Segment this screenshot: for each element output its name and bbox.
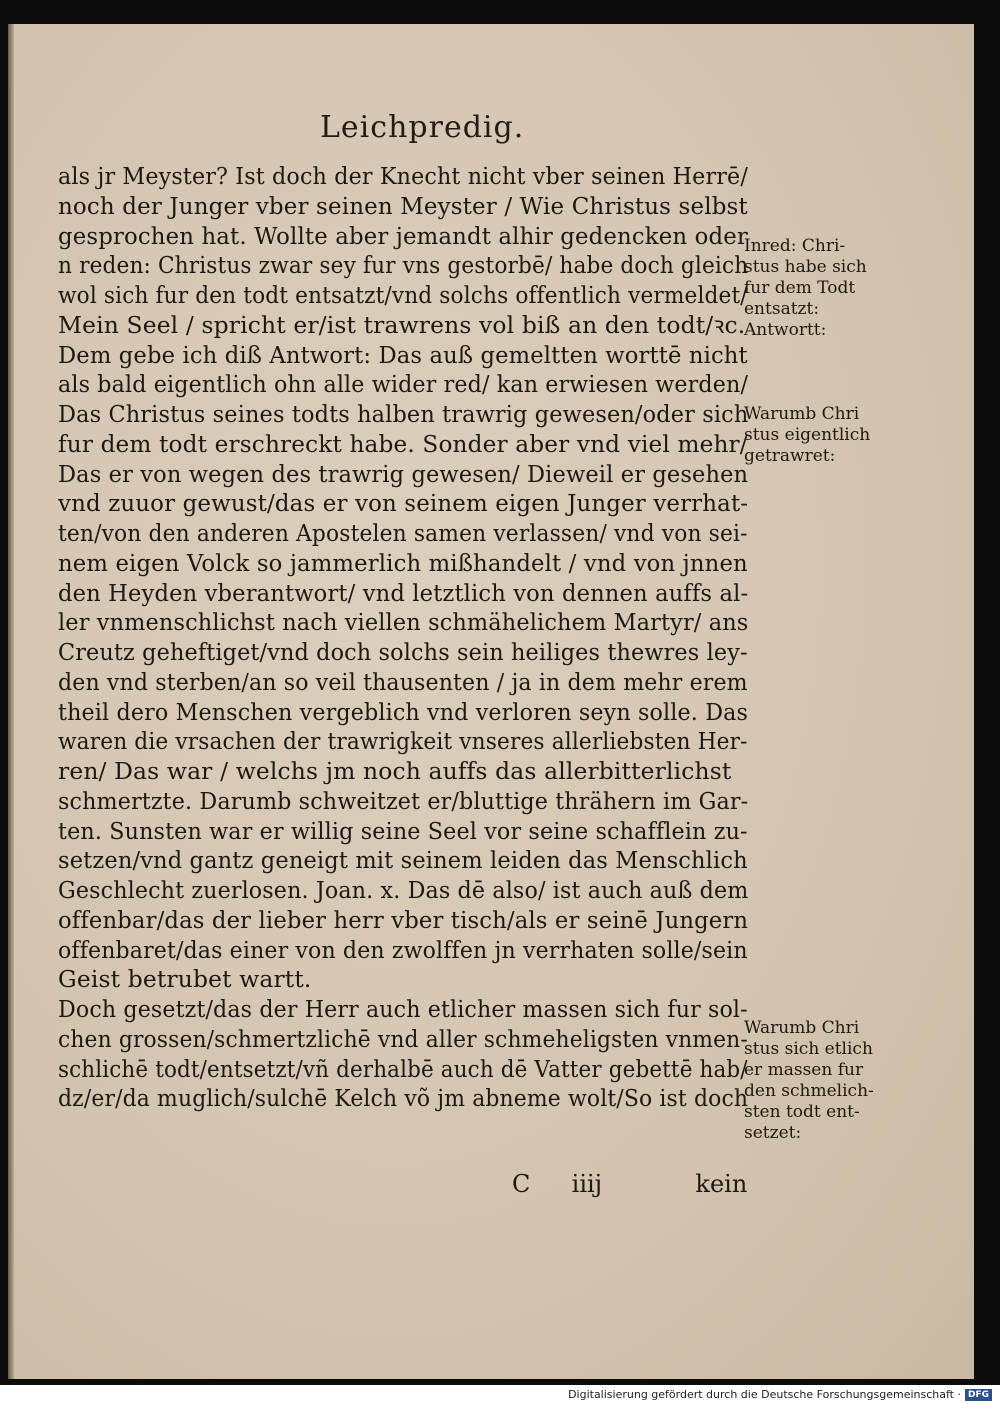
text-line: gesprochen hat. Wollte aber jemandt alhir gedencken oder xyxy=(58,221,748,250)
text-line: offenbaret/das einer von den zwolffen jn verrhaten solle/sein xyxy=(58,935,748,964)
text-line: den vnd sterben/an so veil thausenten / ja in dem mehr erem xyxy=(58,667,748,696)
page-binding-edge xyxy=(8,24,14,1379)
digitization-credit xyxy=(568,1388,992,1401)
text-line: ren/ Das war / welchs jm noch auffs das allerbitterlichst xyxy=(58,757,732,785)
text-line: dz/er/da muglich/sulchē Kelch võ jm abneme wolt/So ist doch xyxy=(58,1084,749,1113)
margin-note-line: Warumb Chri xyxy=(744,1018,860,1038)
dfg-logo: DFG xyxy=(965,1389,992,1401)
text-line: ten/von den anderen Apostelen samen verlassen/ vnd von sei- xyxy=(58,519,748,547)
text-line: waren die vrsachen der trawrigkeit vnseres allerliebsten Her- xyxy=(58,727,748,756)
text-line: schlichē todt/entsetzt/vñ derhalbē auch dē Vatter gebettē hab/ xyxy=(58,1054,748,1083)
margin-note-line: sten todt ent- xyxy=(744,1102,860,1122)
text-line: fur dem todt erschreckt habe. Sonder aber vnd viel mehr/ xyxy=(58,429,748,458)
margin-note-line: stus eigentlich xyxy=(744,425,871,445)
text-line: n reden: Christus zwar sey fur vns gestorbē/ habe doch gleich xyxy=(58,251,749,280)
margin-note-2 xyxy=(744,404,906,467)
text-line: als bald eigentlich ohn alle wider red/ kan erwiesen werden/ xyxy=(58,370,749,399)
text-line: theil dero Menschen vergeblich vnd verloren seyn solle. Das xyxy=(58,697,749,726)
text-line: offenbar/das der lieber herr vber tisch/als er seinē Jungern xyxy=(58,905,749,934)
text-line: setzen/vnd gantz geneigt mit seinem leiden das Menschlich xyxy=(58,846,748,875)
running-head: Leichpredig. xyxy=(320,110,525,145)
margin-note-1 xyxy=(744,236,906,341)
margin-note-line: fur dem Todt xyxy=(744,278,856,298)
text-line: ten. Sunsten war er willig seine Seel vor seine schafflein zu- xyxy=(58,816,748,845)
signature-letter: C xyxy=(512,1170,531,1198)
margin-note-line: Warumb Chri xyxy=(744,404,860,424)
text-line: noch der Junger vber seinen Meyster / Wie Christus selbst xyxy=(58,191,748,220)
catchword: kein xyxy=(695,1170,748,1198)
credit-text: Digitalisierung gefördert durch die Deutsche Forschungsgemeinschaft · xyxy=(568,1388,961,1401)
margin-note-line: den schmelich- xyxy=(744,1081,874,1101)
main-text-block xyxy=(58,162,748,1114)
text-line: nem eigen Volck so jammerlich mißhandelt / vnd von jnnen xyxy=(58,548,748,577)
text-line: Geist betrubet wartt. xyxy=(58,965,312,994)
margin-note-line: Antwortt: xyxy=(744,320,827,340)
margin-note-line: stus sich etlich xyxy=(744,1039,873,1059)
text-line: Doch gesetzt/das der Herr auch etlicher massen sich fur sol- xyxy=(58,995,748,1023)
text-line: vnd zuuor gewust/das er von seinem eigen Junger verrhat- xyxy=(58,489,749,518)
margin-note-line: er massen fur xyxy=(744,1060,864,1080)
text-line: schmertzte. Darumb schweitzet er/bluttige thrähern im Gar- xyxy=(58,786,749,815)
text-line: Mein Seel / spricht er/ist trawrens vol biß an den todt/ꝛc. xyxy=(58,310,746,339)
margin-note-line: stus habe sich xyxy=(744,257,867,277)
text-line: Das Christus seines todts halben trawrig gewesen/oder sich xyxy=(58,400,749,428)
margin-note-3 xyxy=(744,1018,906,1144)
page-signature xyxy=(512,1170,747,1198)
margin-note-line: entsatzt: xyxy=(744,299,820,319)
margin-note-line: Inred: Chri- xyxy=(744,236,846,256)
text-line: wol sich fur den todt entsatzt/vnd solchs offentlich vermeldet/ xyxy=(58,281,748,309)
text-line: chen grossen/schmertzlichē vnd aller schmeheligsten vnmen- xyxy=(58,1024,748,1053)
text-line: ler vnmenschlichst nach viellen schmähelichem Martyr/ ans xyxy=(58,608,749,637)
margin-note-line: getrawret: xyxy=(744,446,836,466)
text-line: Creutz geheftiget/vnd doch solchs sein heiliges thewres ley- xyxy=(58,638,748,666)
text-line: Geschlecht zuerlosen. Joan. x. Das dē also/ ist auch auß dem xyxy=(58,876,749,904)
text-line: den Heyden vberantwort/ vnd letztlich von dennen auffs al- xyxy=(58,578,749,607)
text-line: Dem gebe ich diß Antwort: Das auß gemeltten worttē nicht xyxy=(58,340,748,369)
folio-number: iiij xyxy=(571,1170,603,1198)
text-line: Das er von wegen des trawrig gewesen/ Dieweil er gesehen xyxy=(58,459,749,488)
text-line: als jr Meyster? Ist doch der Knecht nicht vber seinen Herrē/ xyxy=(58,162,748,190)
margin-note-line: setzet: xyxy=(744,1123,802,1143)
